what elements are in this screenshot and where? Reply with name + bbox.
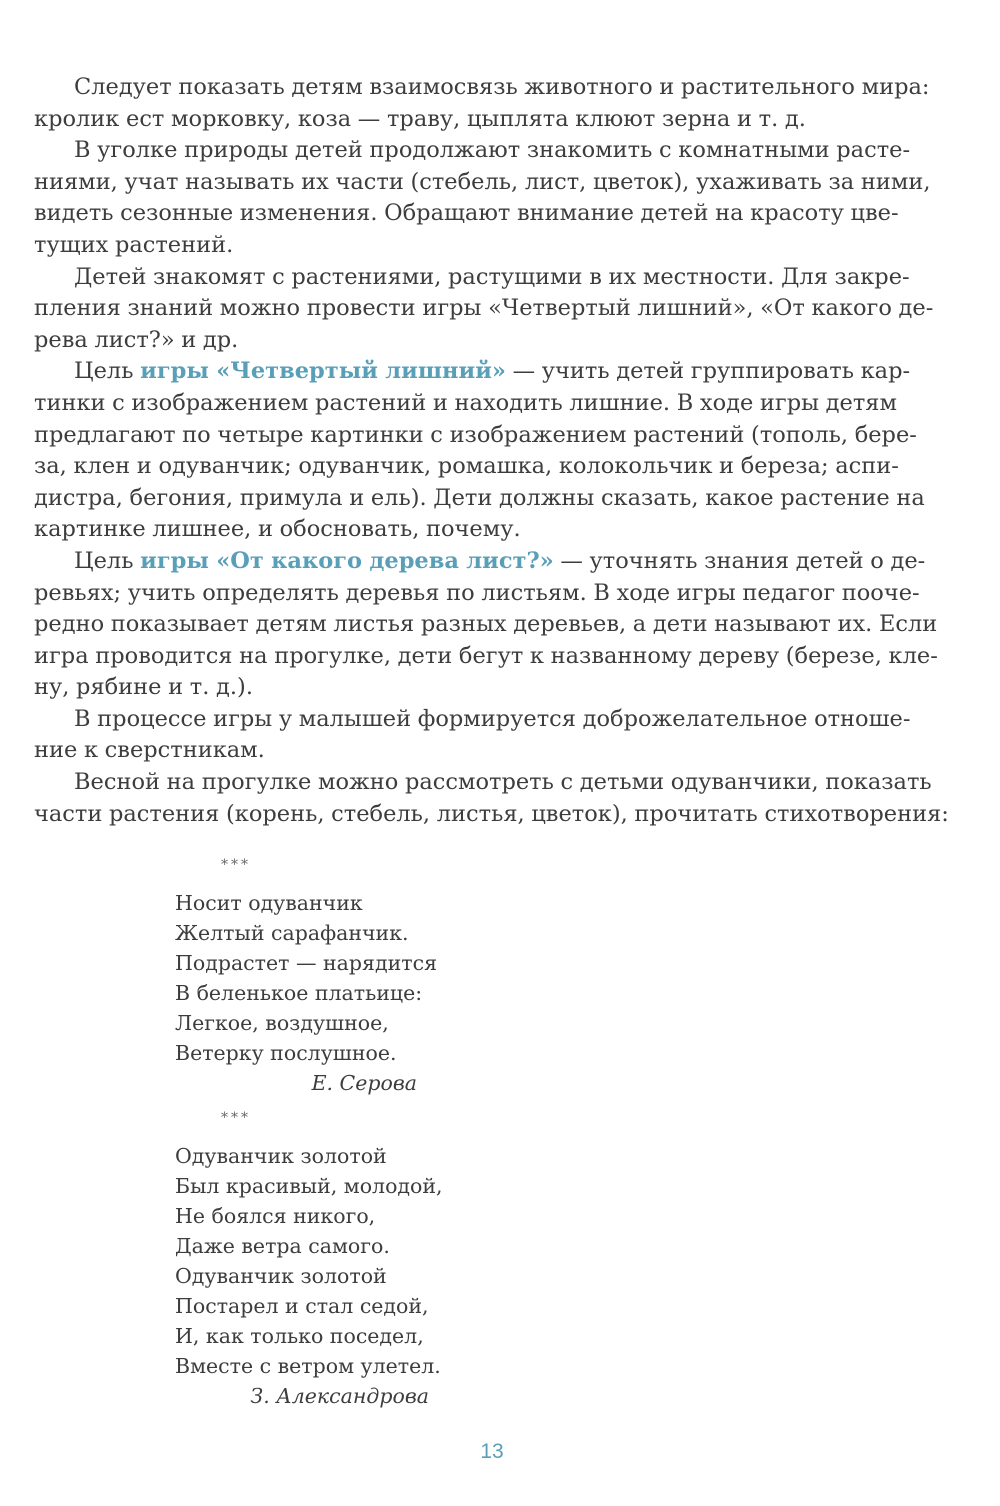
poem-verse: Вместе с ветром улетел. (175, 1354, 441, 1378)
poem-verse: Был красивый, молодой, (175, 1174, 443, 1198)
game-title-highlight: игры «Четвертый лишний» (140, 358, 506, 385)
text-line: ну, рябине и т. д.). (34, 674, 253, 701)
poem-author: З. Александрова (250, 1384, 429, 1408)
text-line: игра проводится на прогулке, дети бегут к названному дереву (березе, кле- (34, 642, 938, 669)
lead-rest-text: — учить детей группировать кар- (505, 358, 911, 385)
poem-verse: Подрастет — нарядится (175, 951, 437, 975)
paragraph-game-fourth-extra (34, 356, 925, 546)
paragraph-6 (34, 704, 911, 767)
poem-verse: И, как только поседел, (175, 1324, 424, 1348)
poem-verse: В беленькое платьице: (175, 981, 423, 1005)
text-line: ниями, учат называть их части (стебель, лист, цветок), ухаживать за ними, (34, 168, 931, 195)
lead-text: Цель (74, 547, 141, 574)
poem-verse: Постарел и стал седой, (175, 1294, 429, 1318)
text-line (34, 546, 926, 578)
poem-verse: Желтый сарафанчик. (175, 921, 409, 945)
poem-verse: Ветерку послушное. (175, 1041, 397, 1065)
paragraph-game-which-tree (34, 546, 938, 704)
body-text (34, 72, 949, 830)
text-line: предлагают по четыре картинки с изображением растений (тополь, бере- (34, 421, 917, 448)
text-line: картинке лишнее, и обосновать, почему. (34, 516, 521, 543)
text-line: части растения (корень, стебель, листья, цветок), прочитать стихотворения: (34, 800, 949, 827)
page-number: 13 (480, 1440, 504, 1463)
text-line: за, клен и одуванчик; одуванчик, ромашка, колокольчик и береза; аспи- (34, 453, 899, 480)
paragraph-7 (34, 767, 949, 830)
poem-author: Е. Серова (311, 1071, 417, 1095)
text-line: В уголке природы детей продолжают знакомить с комнатными расте- (74, 137, 911, 164)
text-line: Детей знакомят с растениями, растущими в их местности. Для закре- (74, 263, 910, 290)
text-line: редно показывает детям листья разных деревьев, а дети называют их. Если (34, 611, 938, 638)
paragraph-3 (34, 262, 934, 357)
text-line (34, 356, 911, 388)
text-line: Следует показать детям взаимосвязь животного и растительного мира: (74, 74, 930, 100)
poem-verse: Даже ветра самого. (175, 1234, 390, 1258)
text-line: Весной на прогулке можно рассмотреть с детьми одуванчики, показать (74, 769, 932, 796)
text-line: тущих растений. (34, 231, 234, 258)
poem-serova (175, 858, 495, 1098)
lead-rest-text: — уточнять знания детей о де- (553, 547, 926, 574)
poem-verse: Носит одуванчик (175, 891, 363, 915)
text-line: дистра, бегония, примула и ель). Дети должны сказать, какое растение на (34, 484, 925, 511)
text-line: тинки с изображением растений и находить лишние. В ходе игры детям (34, 389, 897, 416)
text-line: пления знаний можно провести игры «Четвертый лишний», «От какого де- (34, 295, 934, 322)
text-line: видеть сезонные изменения. Обращают внимание детей на красоту цве- (34, 200, 899, 227)
poem-verse: Не боялся никого, (175, 1204, 376, 1228)
text-line: кролик ест морковку, коза — траву, цыплята клюют зерна и т. д. (34, 105, 806, 132)
poem-verse: Одуванчик золотой (175, 1264, 387, 1288)
poem-verse: Легкое, воздушное, (175, 1011, 389, 1035)
poem-separator: *** (221, 1110, 251, 1126)
text-line: ние к сверстникам. (34, 737, 265, 764)
lead-text: Цель (74, 358, 141, 385)
poem-aleksandrova (175, 1111, 495, 1411)
game-title-highlight: игры «От какого дерева лист?» (140, 547, 554, 574)
poem-verse: Одуванчик золотой (175, 1144, 387, 1168)
text-line: ревьях; учить определять деревья по листьям. В ходе игры педагог пооче- (34, 579, 920, 606)
paragraph-1 (34, 72, 930, 135)
book-page (34, 0, 949, 1506)
paragraph-2 (34, 135, 931, 261)
text-line: рева лист?» и др. (34, 326, 239, 353)
text-line: В процессе игры у малышей формируется доброжелательное отноше- (74, 705, 911, 732)
poem-separator: *** (221, 857, 251, 873)
